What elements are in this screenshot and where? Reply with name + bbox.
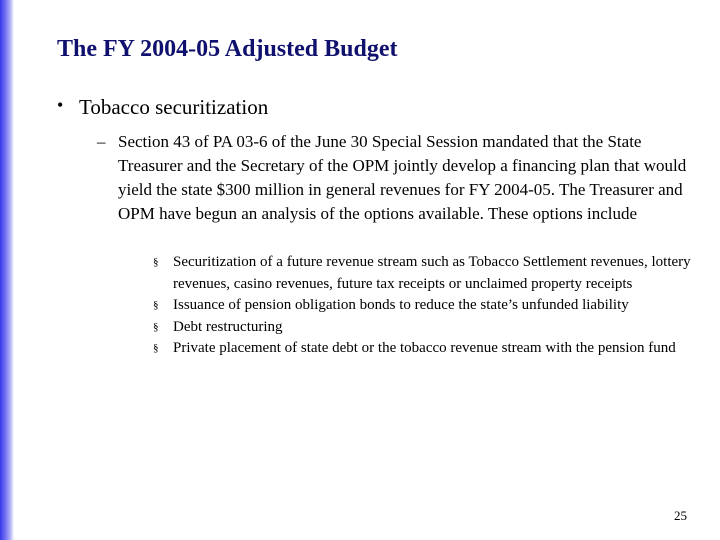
list-item-text: Securitization of a future revenue stream such as Tobacco Settlement revenues, lottery revenues, casino revenues, future tax receipts or unclaimed property receipts xyxy=(173,254,691,292)
dash-icon: – xyxy=(97,132,106,151)
option-list xyxy=(153,252,703,360)
bullet-level2-text: Section 43 of PA 03-6 of the June 30 Special Session mandated that the State Treasurer and the Secretary of the OPM jointly develop a financing plan that would yield the state $300 million in general revenues for FY 2004-05. The Treasurer and OPM have begun an analysis of the options available. These options include xyxy=(118,132,687,223)
list-item xyxy=(153,317,703,339)
list-item-text: Issuance of pension obligation bonds to reduce the state’s unfunded liability xyxy=(173,297,629,313)
section-marker-icon: § xyxy=(153,342,159,354)
list-item xyxy=(153,338,703,360)
slide-title: The FY 2004-05 Adjusted Budget xyxy=(57,36,398,62)
section-marker-icon: § xyxy=(153,299,159,311)
list-item xyxy=(153,252,703,295)
page-number: 25 xyxy=(674,508,687,523)
section-marker-icon: § xyxy=(153,320,159,333)
bullet-dot-icon: • xyxy=(57,95,64,115)
section-marker-icon: § xyxy=(153,256,159,268)
bullet-level2 xyxy=(97,130,708,226)
list-item xyxy=(153,295,703,317)
list-item-text: Debt restructuring xyxy=(173,318,283,335)
list-item-text: Private placement of state debt or the tobacco revenue stream with the pension fund xyxy=(173,340,676,356)
slide-sidebar-gradient xyxy=(0,0,14,540)
bullet-level1-text: Tobacco securitization xyxy=(79,95,269,119)
